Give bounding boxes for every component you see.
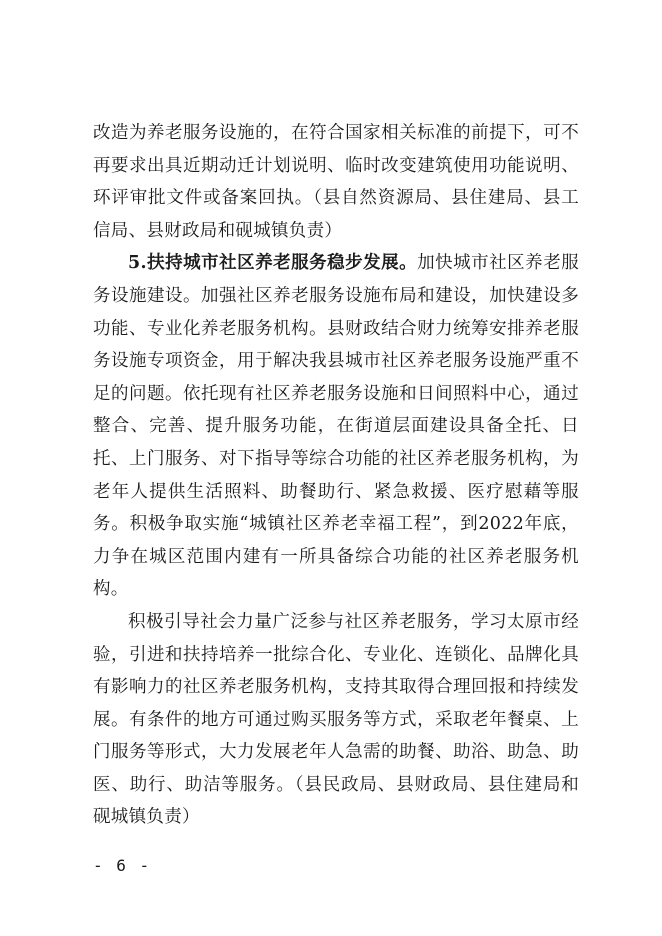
- document-body: [93, 117, 579, 834]
- page-number: - 6 -: [93, 856, 152, 875]
- paragraph-1: [93, 117, 579, 247]
- paragraph-3: [93, 606, 579, 834]
- paragraph-2-text: 加快城市社区养老服务设施建设。加强社区养老服务设施布局和建设，加快建设多功能、专业化养老服务机构。县财政结合财力统筹安排养老服务设施专项资金，用于解决我县城市社区养老服务设施严重不足的问题。依托现有社区养老服务设施和日间照料中心，通过整合、完善、提升服务功能，在街道层面建设具备全托、日托、上门服务、对下指导等综合功能的社区养老服务机构，为老年人提供生活照料、助餐助行、紧急救援、医疗慰藉等服务。积极争取实施“城镇社区养老幸福工程”，到2022年底，力争在城区范围内建有一所具备综合功能的社区养老服务机构。: [93, 253, 579, 600]
- paragraph-3-text: 积极引导社会力量广泛参与社区养老服务，学习太原市经验，引进和扶持培养一批综合化、专业化、连锁化、品牌化具有影响力的社区养老服务机构，支持其取得合理回报和持续发展。有条件的地方可通过购买服务等方式，采取老年餐桌、上门服务等形式，大力发展老年人急需的助餐、助浴、助急、助医、助行、助洁等服务。（县民政局、县财政局、县住建局和砚城镇负责）: [93, 611, 579, 828]
- paragraph-1-text: 改造为养老服务设施的，在符合国家相关标准的前提下，可不再要求出具近期动迁计划说明、临时改变建筑使用功能说明、环评审批文件或备案回执。（县自然资源局、县住建局、县工信局、县财政局和砚城镇负责）: [93, 123, 579, 241]
- paragraph-2: [93, 247, 579, 606]
- section-heading-5: 5.扶持城市社区养老服务稳步发展。: [128, 253, 418, 274]
